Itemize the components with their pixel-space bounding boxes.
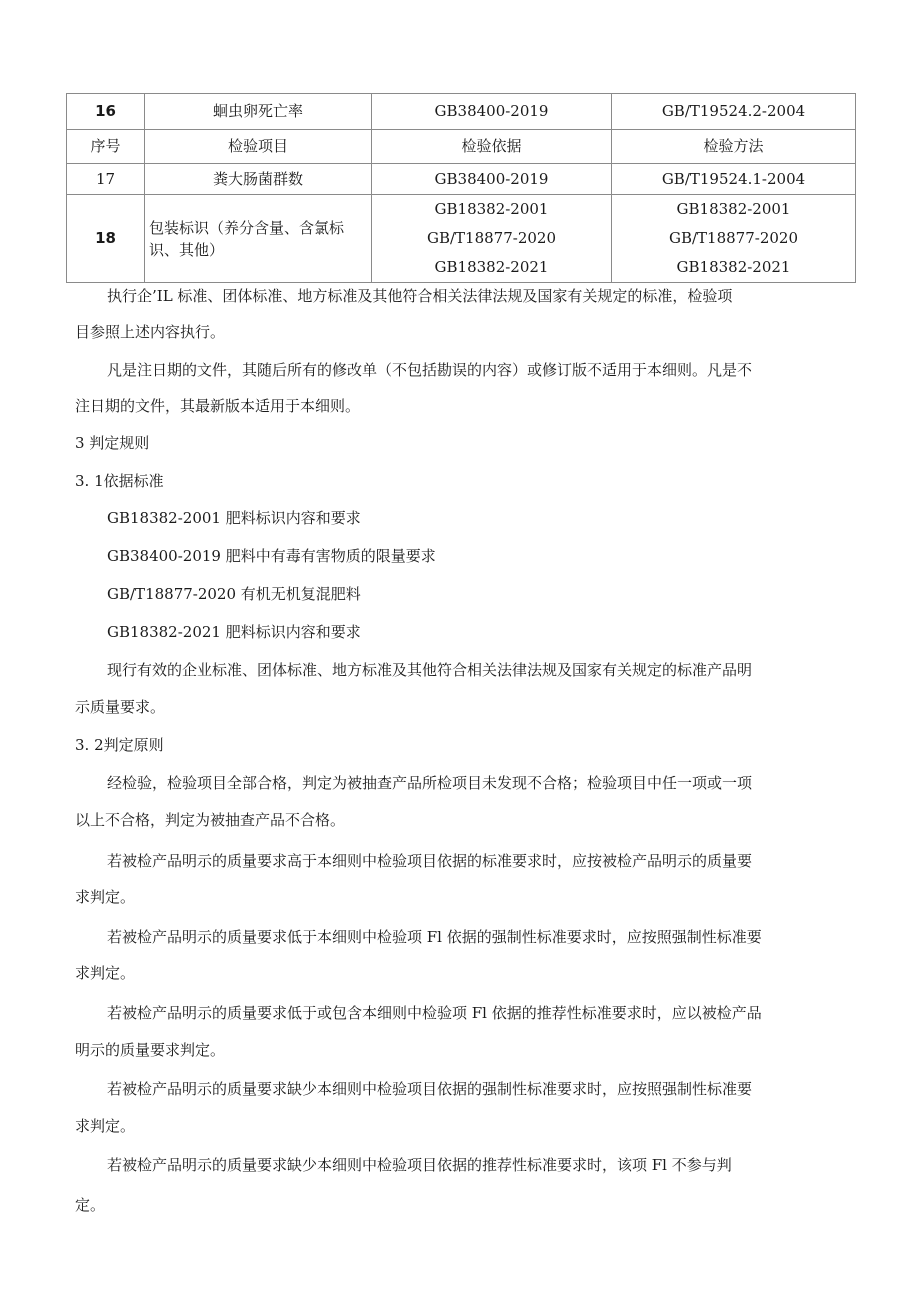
method-standard: GB/T18877-2020 bbox=[668, 229, 799, 247]
paragraph-line: 求判定。 bbox=[75, 888, 136, 906]
paragraph-line: 凡是注日期的文件，其随后所有的修改单（不包括勘误的内容）或修订版不适用于本细则。凡是不 bbox=[107, 361, 753, 379]
subsection-heading: 3. 2判定原则 bbox=[75, 736, 164, 754]
paragraph-line: 以上不合格，判定为被抽查产品不合格。 bbox=[75, 811, 346, 829]
paragraph-line: 经检验，检验项目全部合格，判定为被抽查产品所检项目未发现不合格；检验项目中任一项或一项 bbox=[107, 774, 753, 792]
inspection-basis: GB38400-2019 bbox=[372, 94, 612, 130]
header-basis: 检验依据 bbox=[372, 130, 612, 164]
inspection-table bbox=[66, 93, 856, 283]
paragraph-line: 若被检产品明示的质量要求低于或包含本细则中检验项 Fl 依据的推荐性标准要求时，应以被检产品 bbox=[107, 1004, 762, 1022]
standard-item: GB18382-2001 肥料标识内容和要求 bbox=[107, 509, 361, 527]
row-number: 18 bbox=[67, 195, 145, 283]
header-method: 检验方法 bbox=[612, 130, 856, 164]
paragraph-line: 目参照上述内容执行。 bbox=[75, 323, 226, 341]
inspection-item-line: 识、其他） bbox=[149, 240, 225, 259]
inspection-item: 蛔虫卵死亡率 bbox=[145, 94, 372, 130]
paragraph-line: 求判定。 bbox=[75, 964, 136, 982]
inspection-method: GB/T19524.1-2004 bbox=[612, 164, 856, 195]
paragraph-line: 若被检产品明示的质量要求缺少本细则中检验项目依据的推荐性标准要求时，该项 Fl 不参与判 bbox=[107, 1156, 732, 1174]
inspection-item bbox=[145, 195, 372, 283]
method-standard: GB18382-2021 bbox=[676, 258, 791, 276]
inspection-item-line: 包装标识（养分含量、含氯标 bbox=[149, 218, 345, 237]
inspection-basis bbox=[372, 195, 612, 283]
table-row bbox=[67, 164, 856, 195]
section-heading: 3 判定规则 bbox=[75, 434, 150, 452]
subsection-heading: 3. 1依据标准 bbox=[75, 472, 164, 490]
basis-standard: GB18382-2021 bbox=[434, 258, 549, 276]
paragraph-line: 注日期的文件，其最新版本适用于本细则。 bbox=[75, 397, 361, 415]
header-no: 序号 bbox=[67, 130, 145, 164]
standard-item: GB38400-2019 肥料中有毒有害物质的限量要求 bbox=[107, 547, 436, 565]
inspection-item: 粪大肠菌群数 bbox=[145, 164, 372, 195]
paragraph-line: 求判定。 bbox=[75, 1117, 136, 1135]
row-number: 16 bbox=[67, 94, 145, 130]
basis-standard: GB18382-2001 bbox=[434, 200, 549, 218]
row-number: 17 bbox=[67, 164, 145, 195]
paragraph-line: 现行有效的企业标准、团体标准、地方标准及其他符合相关法律法规及国家有关规定的标准产品明 bbox=[107, 661, 753, 679]
paragraph-line: 明示的质量要求判定。 bbox=[75, 1041, 226, 1059]
inspection-method: GB/T19524.2-2004 bbox=[612, 94, 856, 130]
header-item: 检验项目 bbox=[145, 130, 372, 164]
method-standard: GB18382-2001 bbox=[676, 200, 791, 218]
inspection-method bbox=[612, 195, 856, 283]
paragraph-line: 定。 bbox=[75, 1196, 106, 1214]
paragraph-line: 执行企’IL 标准、团体标准、地方标准及其他符合相关法律法规及国家有关规定的标准，检验项 bbox=[107, 287, 733, 305]
paragraph-line: 若被检产品明示的质量要求低于本细则中检验项 Fl 依据的强制性标准要求时，应按照强制性标准要 bbox=[107, 928, 762, 946]
inspection-basis: GB38400-2019 bbox=[372, 164, 612, 195]
paragraph-line: 若被检产品明示的质量要求高于本细则中检验项目依据的标准要求时，应按被检产品明示的质量要 bbox=[107, 852, 753, 870]
paragraph-line: 若被检产品明示的质量要求缺少本细则中检验项目依据的强制性标准要求时，应按照强制性标准要 bbox=[107, 1080, 753, 1098]
standard-item: GB/T18877-2020 有机无机复混肥料 bbox=[107, 585, 361, 603]
table-header-row bbox=[67, 130, 856, 164]
basis-standard: GB/T18877-2020 bbox=[426, 229, 557, 247]
standard-item: GB18382-2021 肥料标识内容和要求 bbox=[107, 623, 361, 641]
table-row bbox=[67, 94, 856, 130]
paragraph-line: 示质量要求。 bbox=[75, 698, 166, 716]
table-row bbox=[67, 195, 856, 283]
